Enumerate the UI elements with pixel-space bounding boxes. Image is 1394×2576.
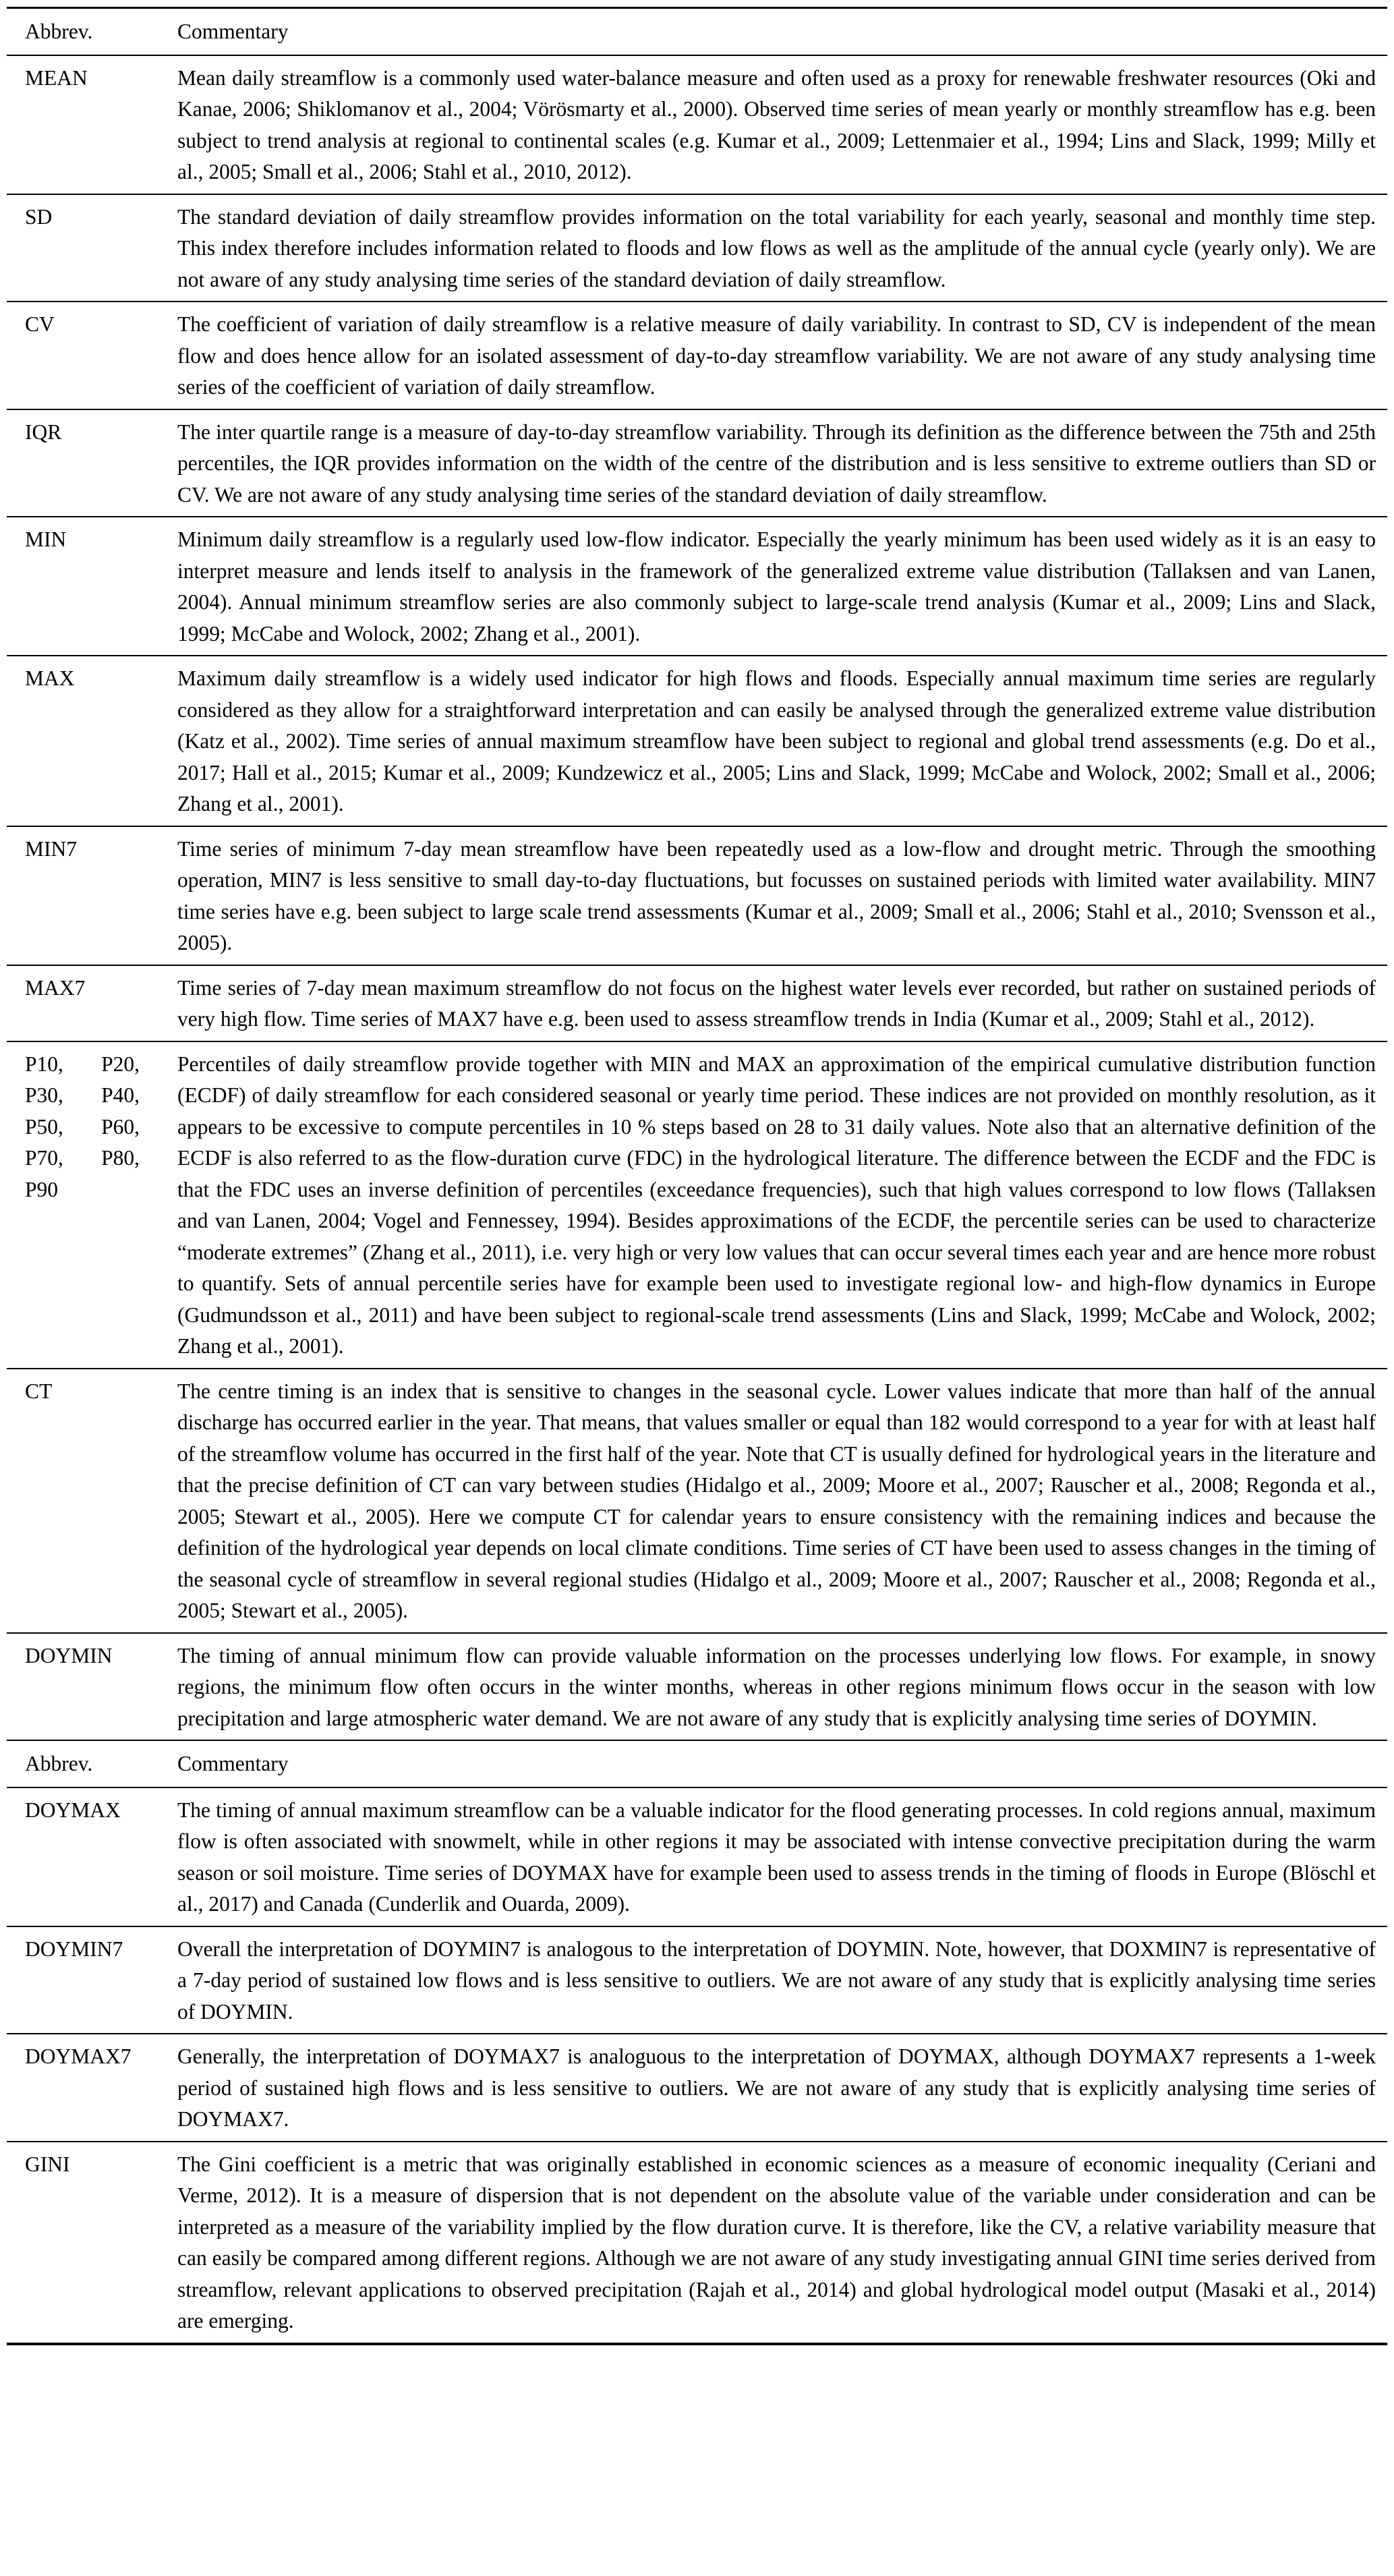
commentary-cell: Maximum daily streamflow is a widely used indicator for high flows and floods. Especially annual maximum time series are regularly considered as they allow for a straightforward interpretation and can easily be analysed through the generalized extreme value distribution (Katz et al., 2002). Time series of annual maximum streamflow have been subject to regional and global trend assessments (e.g. Do et al., 2017; Hall et al., 2015; Kumar et al., 2009; Kundzewicz et al., 2005; Lins and Slack, 1999; McCabe and Wolock, 2002; Small et al., 2006; Zhang et al., 2001).: [177, 666, 1376, 815]
table-row-percentiles: [7, 1041, 1387, 1369]
abbrev-cell: MAX: [25, 666, 75, 690]
commentary-cell: Time series of 7-day mean maximum streamflow do not focus on the highest water levels ever recorded, but rather on sustained periods of very high flow. Time series of MAX7 have e.g. been used to assess streamflow trends in India (Kumar et al., 2009; Stahl et al., 2012).: [177, 975, 1376, 1031]
table-row-doymax7: [7, 2034, 1387, 2142]
column-header-commentary: Commentary: [177, 20, 289, 43]
table-row-ct: [7, 1369, 1387, 1633]
commentary-cell: Percentiles of daily streamflow provide together with MIN and MAX an approximation of the empirical cumulative distribution function (ECDF) of daily streamflow for each considered seasonal or yearly time period. These indices are not provided on monthly resolution, as it appears to be excessive to compute percentiles in 10 % steps based on 28 to 31 daily values. Note also that an alternative definition of the ECDF is also referred to as the flow-duration curve (FDC) in the hydrological literature. The difference between the ECDF and the FDC is that the FDC uses an inverse definition of percentiles (exceedance frequencies), such that high values correspond to low flows (Tallaksen and van Lanen, 2004; Vogel and Fennessey, 1994). Besides approximations of the ECDF, the percentile series can be used to characterize “moderate extremes” (Zhang et al., 2011), i.e. very high or very low values that can occur several times each year and are hence more robust to quantify. Sets of annual percentile series have for example been used to investigate regional low- and high-flow dynamics in Europe (Gudmundsson et al., 2011) and have been subject to regional-scale trend assessments (Lins and Slack, 1999; McCabe and Wolock, 2002; Zhang et al., 2001).: [177, 1052, 1376, 1358]
abbrev-cell: DOYMIN7: [25, 1937, 123, 1961]
table-row-doymax: [7, 1787, 1387, 1926]
table-row-min: [7, 517, 1387, 656]
table-row-mean: [7, 55, 1387, 194]
table-row-sd: [7, 194, 1387, 302]
table-row-iqr: [7, 409, 1387, 517]
column-header-abbrev: Abbrev.: [25, 20, 93, 43]
abbrev-cell: MIN7: [25, 836, 77, 861]
table-row-min7: [7, 826, 1387, 965]
commentary-cell: Time series of minimum 7-day mean streamflow have been repeatedly used as a low-flow and drought metric. Through the smoothing operation, MIN7 is less sensitive to small day-to-day fluctuations, but focusses on sustained periods with limited water availability. MIN7 time series have e.g. been subject to large scale trend assessments (Kumar et al., 2009; Small et al., 2006; Stahl et al., 2010; Svensson et al., 2005).: [177, 836, 1376, 954]
table-row-max: [7, 656, 1387, 826]
commentary-cell: Overall the interpretation of DOYMIN7 is analogous to the interpretation of DOYMIN. Note, however, that DOXMIN7 is representative of a 7-day period of sustained low flows and is less sensitive to outliers. We are not aware of any study that is explicitly analysing time series of DOYMIN.: [177, 1937, 1376, 2024]
commentary-cell: The standard deviation of daily streamflow provides information on the total variability for each yearly, seasonal and monthly time step. This index therefore includes information related to floods and low flows as well as the amplitude of the annual cycle (yearly only). We are not aware of any study analysing time series of the standard deviation of daily streamflow.: [177, 204, 1376, 291]
abbrev-cell: MAX7: [25, 975, 86, 1000]
table-row-gini: [7, 2142, 1387, 2344]
streamflow-indices-commentary-table: [7, 7, 1387, 2345]
abbrev-cell: CV: [25, 312, 55, 336]
table-header-row: [7, 8, 1387, 55]
commentary-cell: The inter quartile range is a measure of day-to-day streamflow variability. Through its definition as the difference between the 75th and 25th percentiles, the IQR provides information on the width of the centre of the distribution and is less sensitive to extreme outliers than SD or CV. We are not aware of any study analysing time series of the standard deviation of daily streamflow.: [177, 420, 1376, 507]
commentary-cell: Mean daily streamflow is a commonly used water-balance measure and often used as a proxy for renewable freshwater resources (Oki and Kanae, 2006; Shiklomanov et al., 2004; Vörösmarty et al., 2000). Observed time series of mean yearly or monthly streamflow has e.g. been subject to trend analysis at regional to continental scales (e.g. Kumar et al., 2009; Lettenmaier et al., 1994; Lins and Slack, 1999; Milly et al., 2005; Small et al., 2006; Stahl et al., 2010, 2012).: [177, 65, 1376, 183]
abbrev-cell: MIN: [25, 527, 67, 551]
commentary-cell: The centre timing is an index that is sensitive to changes in the seasonal cycle. Lower values indicate that more than half of the annual discharge has occurred earlier in the year. That means, that values smaller or equal than 182 would correspond to a year for with at least half of the streamflow volume has occurred in the first half of the year. Note that CT is usually defined for hydrological years in the literature and that the precise definition of CT can vary between studies (Hidalgo et al., 2009; Moore et al., 2007; Rauscher et al., 2008; Regonda et al., 2005; Stewart et al., 2005). Here we compute CT for calendar years to ensure consistency with the remaining indices and because the definition of the hydrological year depends on local climate conditions. Time series of CT have been used to assess changes in the timing of the seasonal cycle of streamflow in several regional studies (Hidalgo et al., 2009; Moore et al., 2007; Rauscher et al., 2008; Regonda et al., 2005; Stewart et al., 2005).: [177, 1379, 1376, 1622]
commentary-cell: The coefficient of variation of daily streamflow is a relative measure of daily variability. In contrast to SD, CV is independent of the mean flow and does hence allow for an isolated assessment of day-to-day streamflow variability. We are not aware of any study analysing time series of the coefficient of variation of daily streamflow.: [177, 312, 1376, 399]
abbrev-cell: DOYMAX7: [25, 2044, 132, 2068]
abbrev-cell: SD: [25, 204, 53, 229]
table-row-cv: [7, 302, 1387, 409]
commentary-cell: The timing of annual minimum flow can provide valuable information on the processes underlying low flows. For example, in snowy regions, the minimum flow often occurs in the winter months, whereas in other regions minimum flows occur in the season with low precipitation and large atmospheric water demand. We are not aware of any study that is explicitly analysing time series of DOYMIN.: [177, 1643, 1376, 1730]
column-header-commentary: Commentary: [177, 1752, 289, 1775]
paper-table-page: [0, 7, 1394, 2345]
abbrev-cell: DOYMIN: [25, 1643, 113, 1667]
abbrev-cell: DOYMAX: [25, 1798, 121, 1822]
abbrev-cell: P10, P20, P30, P40, P50, P60, P70, P80, P90: [25, 1052, 140, 1201]
column-header-abbrev: Abbrev.: [25, 1752, 93, 1775]
commentary-cell: Generally, the interpretation of DOYMAX7 is analoguous to the interpretation of DOYMAX, although DOYMAX7 represents a 1-week period of sustained high flows and is less sensitive to outliers. We are not aware of any study that is explicitly analysing time series of DOYMAX7.: [177, 2044, 1376, 2131]
abbrev-cell: CT: [25, 1379, 53, 1403]
abbrev-cell: GINI: [25, 2152, 70, 2176]
abbrev-cell: IQR: [25, 420, 62, 444]
table-row-doymin: [7, 1633, 1387, 1741]
commentary-cell: The Gini coefficient is a metric that was originally established in economic sciences as a measure of economic inequality (Ceriani and Verme, 2012). It is a measure of dispersion that is not dependent on the absolute value of the variable under consideration and can be interpreted as a measure of the variability implied by the flow duration curve. It is therefore, like the CV, a relative variability measure that can easily be compared among different regions. Although we are not aware of any study investigating annual GINI time series derived from streamflow, relevant applications to observed precipitation (Rajah et al., 2014) and global hydrological model output (Masaki et al., 2014) are emerging.: [177, 2152, 1376, 2332]
abbrev-cell: MEAN: [25, 65, 88, 90]
table-row-max7: [7, 965, 1387, 1041]
table-header-row-repeat: [7, 1740, 1387, 1787]
commentary-cell: The timing of annual maximum streamflow can be a valuable indicator for the flood generating processes. In cold regions annual, maximum flow is often associated with snowmelt, while in other regions it may be associated with intense convective precipitation during the warm season or soil moisture. Time series of DOYMAX have for example been used to assess trends in the timing of floods in Europe (Blöschl et al., 2017) and Canada (Cunderlik and Ouarda, 2009).: [177, 1798, 1376, 1916]
table-row-doymin7: [7, 1926, 1387, 2034]
commentary-cell: Minimum daily streamflow is a regularly used low-flow indicator. Especially the yearly minimum has been used widely as it is an easy to interpret measure and lends itself to analysis in the framework of the generalized extreme value distribution (Tallaksen and van Lanen, 2004). Annual minimum streamflow series are also commonly subject to large-scale trend analysis (Kumar et al., 2009; Lins and Slack, 1999; McCabe and Wolock, 2002; Zhang et al., 2001).: [177, 527, 1376, 646]
